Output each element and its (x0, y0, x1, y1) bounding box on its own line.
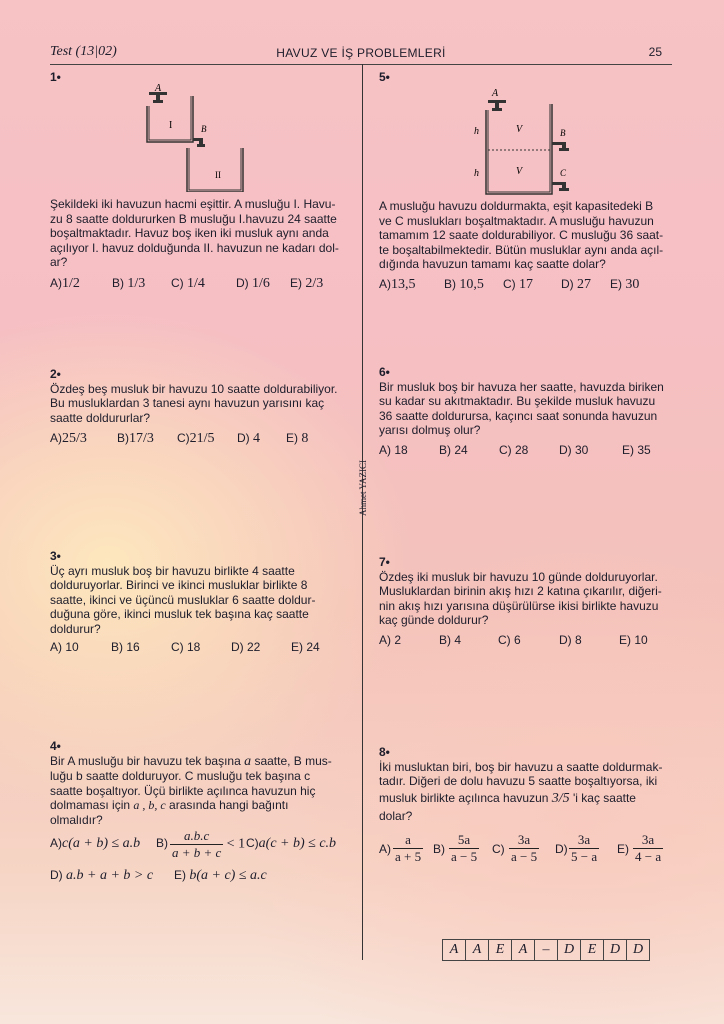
question-number: 6• (379, 365, 390, 379)
tap-b-icon (552, 142, 569, 151)
option-c[interactable]: C) 6 (498, 633, 521, 647)
question-2: 2• Özdeş beş musluk bir havuzu 10 saatte doldurabiliyor. Bu musluklardan 3 tanesi aynı havuzun yarısını kaç saatte doldururlar? (50, 367, 355, 425)
option-c[interactable]: $\frac{3a}{a - 5}$ (511, 832, 538, 864)
page-title: HAVUZ VE İŞ PROBLEMLERİ (276, 46, 446, 60)
option-a[interactable]: A)13,5 (379, 277, 416, 292)
tap-c-label: C (560, 168, 567, 178)
question-number: 5• (379, 70, 390, 84)
pool-taps-figure (468, 86, 583, 198)
option-e[interactable]: E) 2/3 (290, 276, 324, 291)
option-c[interactable]: C) 28 (499, 443, 529, 457)
question-5-text: A musluğu havuzu doldurmakta, eşit kapasitedeki B ve C muslukları boşaltmaktadır. A musluğu havuzun tamamım 12 saate doldurabiliyor. C musluğu 36 saat- te boşaltabilmektedir. Bütün musluklar aynı anda açıl- dığında havuzun tamamı kaç saatte dolar? (379, 199, 664, 271)
h-bottom-label: h (474, 168, 479, 179)
tap-b-label: B (201, 124, 207, 134)
question-4: 4• Bir A musluğu bir havuzu tek başına a saatte, B mus- luğu b saatte dolduruyor. C musluğu tek başına c saatte boşaltıyor. Üçü birlikte açılınca havuzun hiç dolmaması için a , b, c arasında hangi bağıntı olmalıdır? (50, 739, 355, 827)
page-number: 25 (648, 45, 662, 59)
option-c[interactable]: C) 18 (171, 640, 201, 654)
question-8: 8• İki musluktan biri, boş bir havuzu a saatte doldurmak- tadır. Diğeri de dolu havuzu 5 saatte boşaltıyorsa, iki musluk birlikte açılınca havuzun 3/5 'i kaç saatte dolar? (379, 745, 679, 824)
h-top-label: h (474, 126, 479, 137)
question-number: 1• (50, 70, 61, 84)
option-d[interactable]: D) 22 (231, 640, 261, 654)
option-c[interactable]: C) 17 (503, 277, 534, 292)
answer-8: D (604, 940, 627, 961)
option-c[interactable]: C) 1/4 (171, 276, 205, 291)
tap-b-icon (193, 138, 205, 147)
option-c[interactable]: C)21/5 (177, 431, 215, 446)
page-header (50, 40, 672, 65)
tap-a-icon (488, 100, 506, 111)
option-d[interactable]: D) a.b + a + b > c (50, 868, 154, 883)
v-top-label: V (516, 124, 523, 135)
answer-3: E (489, 940, 512, 961)
option-a[interactable]: A)1/2 (50, 276, 80, 291)
option-a[interactable]: A) 2 (379, 633, 402, 647)
answer-9: D (627, 940, 650, 961)
test-label: Test (13|02) (50, 44, 117, 59)
question-4-options-row1 (50, 830, 355, 866)
question-number: 4• (50, 739, 61, 753)
author-credit: Ahmet YAZICI (358, 460, 368, 516)
option-e[interactable]: E) 35 (622, 443, 651, 457)
answer-2: A (466, 940, 489, 961)
tap-c-icon (552, 182, 569, 191)
option-e[interactable]: E) 30 (610, 277, 640, 292)
option-a[interactable]: $\frac{a}{a + 5}$ (395, 832, 422, 864)
answer-4: A (512, 940, 535, 961)
option-a[interactable]: A)c(a + b) ≤ a.b (50, 836, 141, 851)
question-number: 3• (50, 549, 61, 563)
question-number: 2• (50, 367, 61, 381)
option-b[interactable]: B) 16 (111, 640, 140, 654)
option-d[interactable]: D) 30 (559, 443, 589, 457)
option-b[interactable]: $\frac{a.b.c}{a + b + c}$ < 1 (172, 828, 246, 860)
option-a[interactable]: A)25/3 (50, 431, 87, 446)
option-b[interactable]: B) 1/3 (112, 276, 146, 291)
option-b[interactable]: B) 24 (439, 443, 468, 457)
question-3: 3• Üç ayrı musluk boş bir havuzu birlikte 4 saatte dolduruyorlar. Birinci ve ikinci musluklar birlikte 8 saatte, ikinci ve üçüncü musluklar 6 saatte doldur- duğuna göre, ikinci musluk tek başına kaç saatte doldurur? (50, 549, 355, 636)
answer-key-row (443, 940, 650, 961)
question-5 (379, 70, 390, 85)
answer-7: E (581, 940, 604, 961)
option-d[interactable]: $\frac{3a}{5 - a}$ (571, 832, 598, 864)
option-e[interactable]: E) 8 (286, 431, 309, 446)
question-1 (50, 70, 61, 85)
option-b[interactable]: B) 10,5 (444, 277, 484, 292)
option-e[interactable]: E) 10 (619, 633, 648, 647)
option-a[interactable]: A) 10 (50, 640, 79, 654)
tap-a-label: A (155, 83, 162, 94)
question-8-options: A) $\frac{a}{a + 5}$ B) $\frac{5a}{a - 5}$ C) $\frac{3a}{a - 5}$ D) $\frac{3a}{5 - a}$ E) $\frac{3a}{4 - a}$ (379, 832, 662, 864)
question-number: 8• (379, 745, 390, 759)
answer-key-table (442, 939, 650, 961)
option-c[interactable]: C)a(c + b) ≤ c.b (246, 836, 337, 851)
option-d[interactable]: D) 27 (561, 277, 592, 292)
two-pools-figure (135, 82, 255, 192)
option-e[interactable]: $\frac{3a}{4 - a}$ (635, 832, 662, 864)
option-b-label: B) (156, 836, 168, 850)
option-b[interactable]: B) 4 (439, 633, 462, 647)
question-1-text: Şekildeki iki havuzun hacmi eşittir. A musluğu I. Havu- zu 8 saatte doldururken B musluğu I.havuzu 24 saatte boşaltmaktadır. Havuz boş iken iki musluk aynı anda açılıyor I. havuz dolduğunda II. havuzun ne kadarı dol- ar? (50, 197, 339, 269)
answer-1: A (443, 940, 466, 961)
pool-2-label: II (215, 170, 221, 180)
option-b[interactable]: B)17/3 (117, 431, 154, 446)
v-bottom-label: V (516, 166, 523, 177)
pool-1-label: I (169, 120, 173, 131)
tap-a-label: A (492, 88, 499, 99)
option-d[interactable]: D) 1/6 (236, 276, 270, 291)
option-d[interactable]: D) 8 (559, 633, 582, 647)
option-b[interactable]: $\frac{5a}{a - 5}$ (451, 832, 478, 864)
option-a[interactable]: A) 18 (379, 443, 408, 457)
option-e[interactable]: E) 24 (291, 640, 320, 654)
option-e[interactable]: E) b(a + c) ≤ a.c (174, 868, 267, 883)
answer-5: – (535, 940, 558, 961)
tap-b-label: B (560, 128, 566, 138)
question-7: 7• Özdeş iki musluk bir havuzu 10 günde dolduruyorlar. Musluklardan birinin akış hızı 2 katına çıkarılır, diğeri- nin akış hızı yarısına düşürülürse ikisi birlikte havuzu kaç günde doldurur? (379, 555, 679, 628)
option-d[interactable]: D) 4 (237, 431, 261, 446)
question-number: 7• (379, 555, 390, 569)
question-6: 6• Bir musluk boş bir havuza her saatte, havuzda biriken su kadar su akıtmaktadır. Bu şekilde musluk havuzu 36 saatte doldurursa, kaçıncı saat sonunda havuzun yarısı dolmuş olur? (379, 365, 679, 438)
answer-6: D (558, 940, 581, 961)
